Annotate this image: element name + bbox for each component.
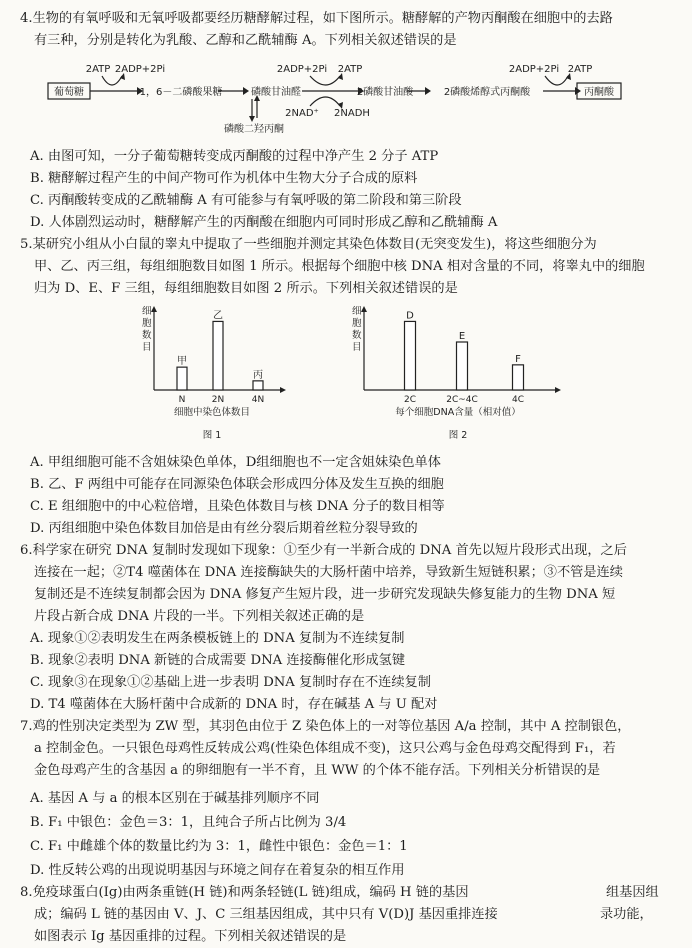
nadh-label: 2NADH [334,108,370,119]
fig1-xlabel: 细胞中染色体数目 [173,407,251,418]
x-tick-2C: 2C [403,395,417,405]
q4-option-a: A. 由图可知，一分子葡萄糖转变成丙酮酸的过程中净产生 2 分子 ATP [30,149,439,164]
bar-丙 [253,381,263,390]
q7-option-b: B. F₁ 中银色：金色＝3：1，且纯合子所占比例为 3/4 [30,815,347,830]
bar-label-E: E [458,331,466,342]
atp-out3-label: 2ATP [567,64,593,75]
q4-option-d: D. 人体剧烈运动时，糖酵解产生的丙酮酸在细胞内可同时形成乙醇和乙酰辅酶 A [30,215,498,230]
fig1-ylabel-3: 数 [142,330,152,341]
q5-stem-line-1: 5.某研究小组从小白鼠的睾丸中提取了一些细胞并测定其染色体数目(无突变发生)，将这些细胞分为 [20,237,597,252]
q6-stem-line-2: 连接在一起；②T4 噬菌体在 DNA 连接酶缺失的大肠杆菌中培养，导致新生短链积累；③不管是连续 [34,565,623,580]
q4-option-b: B. 糖酵解过程产生的中间产物可作为机体中生物大分子合成的原料 [30,171,418,186]
q6-stem-line-4: 片段占新合成 DNA 片段的一半。下列相关叙述正确的是 [34,609,365,624]
q5-option-d: D. 丙组细胞中染色体数目加倍是由有丝分裂后期着丝粒分裂导致的 [30,521,418,536]
q8-stem-tail-2: 录功能， [600,907,653,922]
bar-label-乙: 乙 [213,310,223,322]
q7-stem-line-2: a 控制金色。一只银色母鸡性反转成公鸡(性染色体组成不变)，这只公鸡与金色母鸡交配得到 F₁，若 [34,741,616,756]
x-tick-4C: 4C [511,395,525,405]
fig2-ylabel-1: 细 [352,306,362,317]
x-tick-2N: 2N [211,395,225,405]
q4-stem-line-1: 4.生物的有氧呼吸和无氧呼吸都要经历糖酵解过程，如下图所示。糖酵解的产物丙酮酸在细胞中的去路 [20,11,613,26]
q8-stem-line-1: 8.免疫球蛋白(Ig)由两条重链(H 链)和两条轻链(L 链)组成，编码 H 链的基因 [20,885,469,900]
q6-option-a: A. 现象①②表明发生在两条模板链上的 DNA 复制为不连续复制 [30,631,405,646]
fig1-ylabel-1: 细 [142,306,152,317]
q6-stem-line-1: 6.科学家在研究 DNA 复制时发现如下现象：①至少有一半新合成的 DNA 首先以短片段形式出现，之后 [20,543,627,558]
fig2-xlabel: 每个细胞DNA含量（相对值） [395,407,521,418]
q5-stem-line-3: 归为 D、E、F 三组，每组细胞数目如图 2 所示。下列相关叙述错误的是 [34,281,458,296]
fbp-label: 1，6－二磷酸果糖 [139,87,223,98]
q8-stem-line-3: 如图表示 Ig 基因重排的过程。下列相关叙述错误的是 [34,929,347,944]
fig1-ylabel-2: 胞 [142,318,152,329]
glycolysis-diagram [40,60,670,140]
x-tick-2C~4C: 2C~4C [446,395,478,405]
glucose-label: 葡萄糖 [54,87,84,98]
q7-option-d: D. 性反转公鸡的出现说明基因与环境之间存在着复杂的相互作用 [30,863,405,878]
figure-2-chart [350,298,580,446]
q7-stem-line-3: 金色母鸡产生的含基因 a 的卵细胞有一半不育，且 WW 的个体不能存活。下列相关分析错误的是 [34,763,601,778]
bar-label-甲: 甲 [177,356,187,368]
atp-in-label: 2ATP [85,64,111,75]
q5-option-b: B. 乙、F 两组中可能存在同源染色体联会形成四分体及发生互换的细胞 [30,477,444,492]
dhap-label: 磷酸二羟丙酮 [224,124,284,135]
bar-F [513,365,524,390]
fig2-title: 图 2 [448,430,468,441]
q6-option-d: D. T4 噬菌体在大肠杆菌中合成新的 DNA 时，存在碱基 A 与 U 配对 [30,697,438,712]
bar-甲 [177,367,187,390]
adp-in2-label: 2ADP+2Pi [276,64,328,75]
fig2-ylabel-3: 数 [352,330,362,341]
q4-option-c: C. 丙酮酸转变成的乙酰辅酶 A 有可能参与有氧呼吸的第二阶段和第三阶段 [30,193,462,208]
fig2-ylabel-4: 目 [352,342,362,353]
x-tick-N: N [178,395,186,405]
q7-stem-line-1: 7.鸡的性别决定类型为 ZW 型，其羽色由位于 Z 染色体上的一对等位基因 A/a 控制，其中 A 控制银色， [20,719,631,734]
adp-out-label: 2ADP+2Pi [114,64,166,75]
q8-stem-tail-1: 组基因组 [606,885,659,900]
bar-label-F: F [515,353,521,365]
q5-stem-line-2: 甲、乙、丙三组，每组细胞数目如图 1 所示。根据每个细胞中核 DNA 相对含量的不同，将睾丸中的细胞 [34,259,645,274]
pep-label: 2磷酸烯醇式丙酮酸 [443,87,531,98]
fig1-title: 图 1 [202,430,222,441]
q6-option-b: B. 现象②表明 DNA 新链的合成需要 DNA 连接酶催化形成氢键 [30,653,406,668]
bar-label-D: D [406,310,414,322]
fig1-ylabel-4: 目 [142,342,152,353]
adp-in3-label: 2ADP+2Pi [508,64,560,75]
q6-stem-line-3: 复制还是不连续复制都会因为 DNA 修复产生短片段，进一步研究发现缺失修复能力的生物 DNA 短 [34,587,616,602]
q5-option-a: A. 甲组细胞可能不含姐妹染色单体，D组细胞也不一定含姐妹染色单体 [30,455,441,470]
atp-out2-label: 2ATP [337,64,363,75]
bar-D [405,321,416,390]
fig2-ylabel-2: 胞 [352,318,362,329]
bpg-label: 2磷酸甘油酸 [356,87,414,98]
q8-stem-line-2: 成；编码 L 链的基因由 V、J、C 三组基因组成，其中只有 V(D)J 基因重排连接 [34,907,498,922]
bar-label-丙: 丙 [253,369,263,381]
figure-1-chart [140,298,310,446]
q5-option-c: C. E 组细胞中的中心粒倍增，且染色体数目与核 DNA 分子的数目相等 [30,499,445,514]
bar-E [457,342,468,390]
q7-option-a: A. 基因 A 与 a 的根本区别在于碱基排列顺序不同 [30,791,320,806]
q4-stem-line-2: 有三种，分别是转化为乳酸、乙醇和乙酰辅酶 A。下列相关叙述错误的是 [34,33,457,48]
bar-乙 [213,321,223,390]
pyruvate-label: 丙酮酸 [584,87,614,98]
x-tick-4N: 4N [251,395,265,405]
q7-option-c: C. F₁ 中雌雄个体的数量比约为 3：1，雌性中银色：金色＝1：1 [30,839,408,854]
nad-label: 2NAD⁺ [285,108,319,119]
g3p-label: 磷酸甘油醛 [251,87,301,98]
q6-option-c: C. 现象③在现象①②基础上进一步表明 DNA 复制时存在不连续复制 [30,675,431,690]
